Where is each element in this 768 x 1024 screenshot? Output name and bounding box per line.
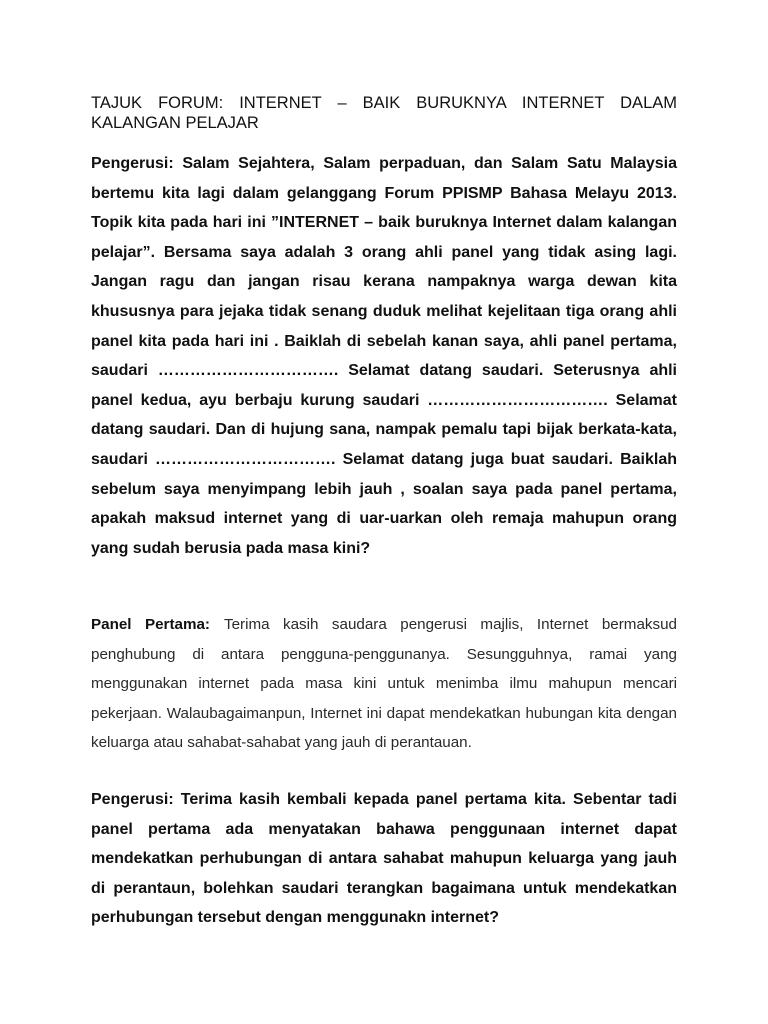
paragraph-pengerusi-followup (91, 785, 677, 933)
paragraph-panel-pertama (91, 610, 677, 758)
paragraph-text: Terima kasih saudara pengerusi majlis, Internet bermaksud penghubung di antara pengguna-penggunanya. Sesungguhnya, ramai yang menggunakan internet pada masa kini untuk menimba ilmu mahupun mencari pekerjaan. Walaubagaimanpun, Internet ini dapat mendekatkan hubungan kita dengan keluarga atau sahabat-sahabat yang jauh di perantauan. (91, 616, 677, 751)
speaker-label: Pengerusi: (91, 155, 174, 172)
paragraph-text: Salam Sejahtera, Salam perpaduan, dan Salam Satu Malaysia bertemu kita lagi dalam gelanggang Forum PPISMP Bahasa Melayu 2013. Topik kita pada hari ini ”INTERNET – baik buruknya Internet dalam kalangan pelajar”. Bersama saya adalah 3 orang ahli panel yang tidak asing lagi. Jangan ragu dan jangan risau kerana nampaknya warga dewan kita khususnya para jejaka tidak senang duduk melihat kejelitaan tiga orang ahli panel kita pada hari ini . Baiklah di sebelah kanan saya, ahli panel pertama, saudari ……………………………. Selamat datang saudari. Seterusnya ahli panel kedua, ayu berbaju kurung saudari ……………………………. Selamat datang saudari. Dan di hujung sana, nampak pemalu tapi bijak berkata-kata, saudari ……………………………. Selamat datang juga buat saudari. Baiklah sebelum saya menyimpang lebih jauh , soalan saya pada panel pertama, apakah maksud internet yang di uar-uarkan oleh remaja mahupun orang yang sudah berusia pada masa kini? (91, 155, 677, 557)
forum-title: TAJUK FORUM: INTERNET – BAIK BURUKNYA INTERNET DALAM KALANGAN PELAJAR (91, 94, 677, 132)
paragraph-text: Terima kasih kembali kepada panel pertama kita. Sebentar tadi panel pertama ada menyatakan bahawa penggunaan internet dapat mendekatkan perhubungan di antara sahabat mahupun keluarga yang jauh di perantaun, bolehkan saudari terangkan bagaimana untuk mendekatkan perhubungan tersebut dengan menggunakn internet? (91, 791, 677, 927)
paragraph-pengerusi-opening (91, 149, 677, 563)
speaker-label: Pengerusi: (91, 791, 174, 808)
speaker-label: Panel Pertama: (91, 616, 210, 633)
